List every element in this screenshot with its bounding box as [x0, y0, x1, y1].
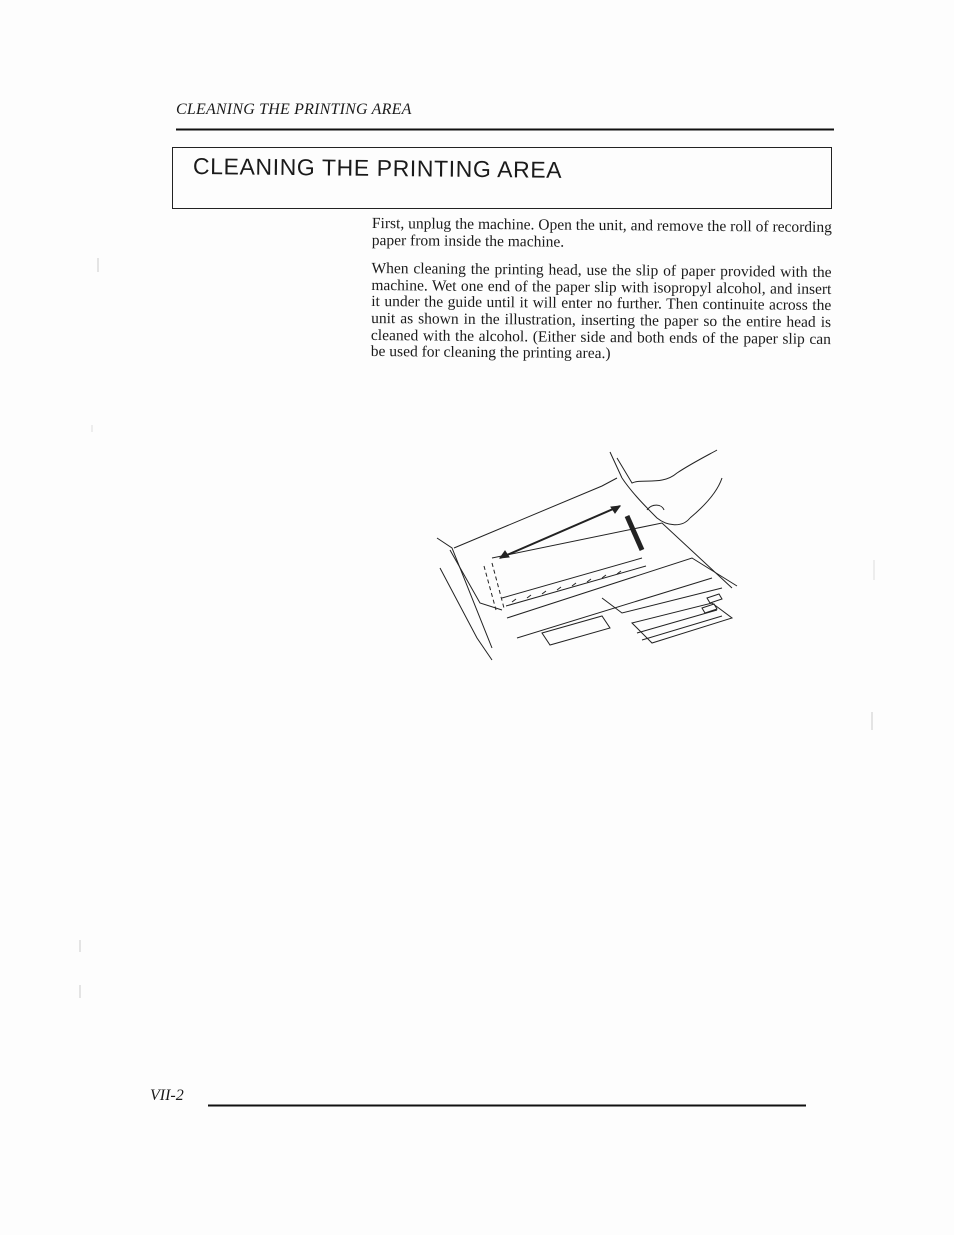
footer-rule — [208, 1104, 806, 1107]
paragraph-cleaning-instructions: When cleaning the printing head, use the slip of paper provided with the machine. Wet one end of the paper slip with isopropyl alcohol, and insert it under the guide until it will enter no further. Then continuite across the unit as shown in the illustration, inserting the paper so the entire head is cleaned with the alcohol. (Either side and both ends of the paper slip can be used for cleaning the printing area.) — [370, 260, 832, 363]
paragraph-unplug: First, unplug the machine. Open the unit, and remove the roll of recording paper from inside the machine. — [371, 215, 832, 251]
page-number: VII-2 — [150, 1087, 184, 1104]
header-rule — [176, 128, 834, 131]
section-title: CLEANING THE PRINTING AREA — [192, 153, 563, 183]
body-text — [371, 216, 832, 377]
printing-head-cleaning-illustration — [432, 438, 742, 663]
running-header: CLEANING THE PRINTING AREA — [176, 101, 412, 118]
